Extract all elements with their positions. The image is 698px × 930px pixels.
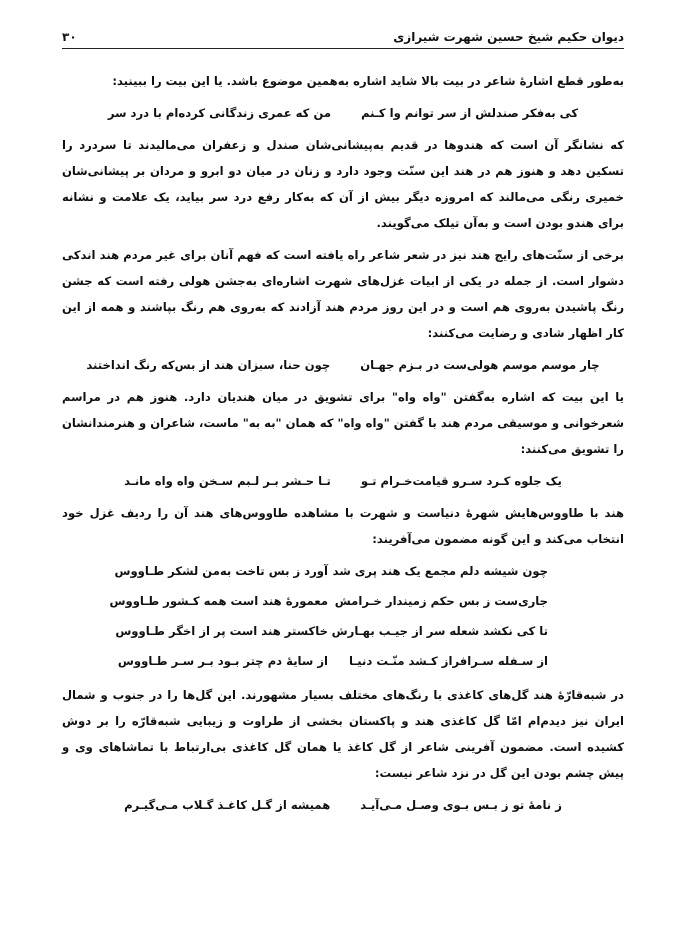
peacock-verses	[62, 558, 624, 674]
hemistich-right: تا کی نکشد شعله سر از جیـب بهـارش	[331, 624, 548, 638]
page-number: ۳۰	[62, 30, 77, 44]
paragraph-6: در شبه‌قارّهٔ هند گل‌های کاغذی با رنگ‌های مختلف بسیار مشهورند. این گل‌ها را در جنوب و شمال ایران نیز دیدم‌ام امّا گل کاغذی هند و پاکستان بخشی از طراوت و زیبایی شبه‌قارّه را بر دوش کشیده است. مضمون آفرینی شاعر از گل کاغذ یا همان گل کاغذی بی‌ارتباط با تماشاهای وی و پیش چشم بودن این گل در نزد شاعر نیست:	[62, 688, 624, 780]
hemistich-left: همیشه از گـل کاغـذ گـلاب مـی‌گیـرم	[124, 798, 331, 812]
verse-1	[62, 100, 624, 126]
paragraph-2: که نشانگر آن است که هندوها در قدیم به‌پیشانی‌شان صندل و زعفران می‌مالیدند تا سردرد را تسکین دهد و هنوز هم در هند این سنّت وجود دارد و زنان در میان دو ابرو و مردان بر پیشانی‌شان خمیری رنگی می‌مالند که امروزه دیگر بیش از آن که به‌کار رفع درد سر بیاید، یک علامت و نشانه برای هندو بودن است و به‌آن تیلک می‌گویند.	[62, 138, 624, 230]
hemistich-right: جاری‌ست ز بس حکم زمیندار خـرامش	[334, 594, 548, 608]
paragraph-3: برخی از سنّت‌های رایج هند نیز در شعر شاعر راه یافته است که فهم آنان برای غیر مردم هند اندکی دشوار است. از جمله در یکی از ابیات غزل‌های شهرت اشاره‌ای به‌جشن هولی رفته است که جشن رنگ پاشیدن به‌روی هم است و در این روز مردم هند آزادند که به‌روی هم رنگ بپاشند و همه از این کار اظهار شادی و رضایت می‌کنند:	[62, 248, 624, 340]
verse-2	[62, 352, 624, 378]
page-header	[62, 22, 624, 49]
paragraph-1: به‌طور قطع اشارهٔ شاعر در بیت بالا شاید اشاره به‌همین موضوع باشد. یا این بیت را ببینید:	[112, 74, 624, 88]
hemistich-left: چون حنا، سبزان هند از بس‌که رنگ انداختند	[86, 358, 331, 372]
verse-3	[62, 468, 624, 494]
hemistich-right: یک جلوه کـرد سـرو قیامت‌خـرام تـو	[360, 474, 562, 488]
paragraph-5: هند با طاووس‌هایش شهرهٔ دنیاست و شهرت با مشاهده طاووس‌های هند آن را ردیف غزل خود انتخاب می‌کند و این گونه مضمون می‌آفریند:	[62, 506, 624, 546]
hemistich-right: ز نامهٔ تو ز بـس بـوی وصـل مـی‌آیـد	[360, 798, 562, 812]
page-body	[62, 68, 624, 824]
hemistich-right: کی به‌فکر صندلش از سر توانم وا کـنم	[361, 106, 579, 120]
hemistich-right: چار موسم موسم هولی‌ست در بـزم جهـان	[360, 358, 600, 372]
hemistich-left: معمورهٔ هند است همه کـشور طـاووس	[109, 594, 328, 608]
hemistich-right: چون شیشه دلم مجمع یک هند پری شد	[332, 564, 548, 578]
hemistich-left: تـا حـشر بـر لـبم سـخن واه واه مانـد	[124, 474, 331, 488]
paragraph-4: یا این بیت که اشاره به‌گفتن "واه واه" برای تشویق در میان هندیان دارد. هنوز هم در مراسم شعرخوانی و موسیقی مردم هند با گفتن "واه واه" که همان "به به" ماست، شاعران و هنرمندانشان را تشویق می‌کنند:	[62, 390, 624, 456]
running-title: دیوان حکیم شیخ حسین شهرت شیرازی	[393, 30, 624, 44]
hemistich-right: از سـفله سـرافراز کـشد منّـت دنیـا	[348, 654, 548, 668]
hemistich-left: آورد ز بس تاخت به‌من لشکر طـاووس	[114, 564, 328, 578]
hemistich-left: خاکستر هند است پر از اخگر طـاووس	[115, 624, 328, 638]
hemistich-left: من که عمری زندگانی کرده‌ام با درد سر	[107, 106, 332, 120]
hemistich-left: از سایهٔ دم چتر بـود بـر سـر طـاووس	[117, 654, 328, 668]
verse-5	[62, 792, 624, 818]
